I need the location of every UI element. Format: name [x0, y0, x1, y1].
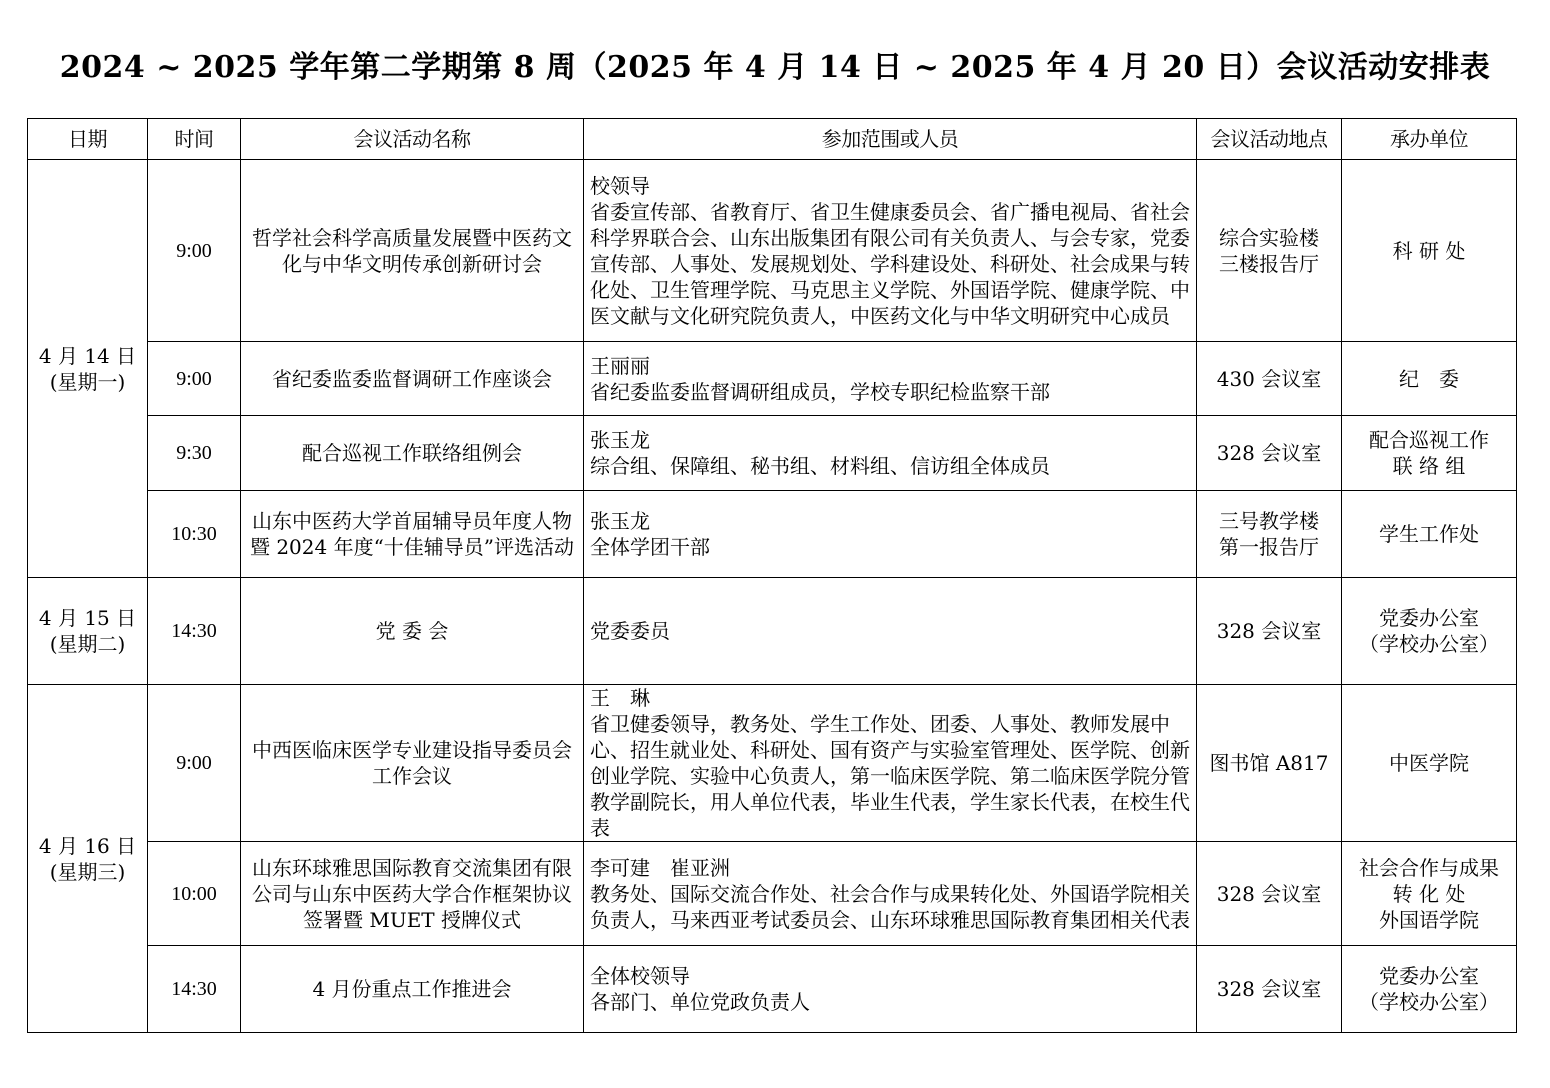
- org-cell: 配合巡视工作 联 络 组: [1342, 416, 1517, 491]
- place-cell: 328 会议室: [1197, 578, 1342, 685]
- weekday-text: (星期三): [49, 859, 126, 884]
- people-cell: 校领导 省委宣传部、省教育厅、省卫生健康委员会、省广播电视局、省社会科学界联合会、山东出版集团有限公司有关负责人、与会专家，党委宣传部、人事处、发展规划处、学科建设处、科研处、社会成果与转化处、卫生管理学院、马克思主义学院、外国语学院、健康学院、中医文献与文化研究院负责人，中医药文化与中华文明研究中心成员: [584, 160, 1197, 342]
- header-org: 承办单位: [1342, 119, 1517, 160]
- place-cell: 430 会议室: [1197, 342, 1342, 416]
- org-cell: 科 研 处: [1342, 160, 1517, 342]
- header-place: 会议活动地点: [1197, 119, 1342, 160]
- people-cell: 王 琳 省卫健委领导，教务处、学生工作处、团委、人事处、教师发展中心、招生就业处、科研处、国有资产与实验室管理处、医学院、创新创业学院、实验中心负责人，第一临床医学院、第二临床医学院分管教学副院长，用人单位代表，毕业生代表，学生家长代表，在校生代表: [584, 685, 1197, 842]
- people-cell: 王丽丽 省纪委监委监督调研组成员，学校专职纪检监察干部: [584, 342, 1197, 416]
- people-cell: 张玉龙 全体学团干部: [584, 491, 1197, 578]
- org-cell: 党委办公室 （学校办公室）: [1342, 578, 1517, 685]
- weekday-text: (星期一): [49, 369, 126, 394]
- time-cell: 10:30: [148, 491, 241, 578]
- event-name-cell: 山东中医药大学首届辅导员年度人物暨 2024 年度“十佳辅导员”评选活动: [241, 491, 584, 578]
- table-row: [28, 491, 1517, 578]
- schedule-table: [27, 118, 1517, 1033]
- header-date: 日期: [28, 119, 148, 160]
- org-cell: 党委办公室 （学校办公室）: [1342, 946, 1517, 1033]
- date-text: 4 月 16 日: [38, 833, 137, 858]
- org-cell: 纪 委: [1342, 342, 1517, 416]
- people-cell: 张玉龙 综合组、保障组、秘书组、材料组、信访组全体成员: [584, 416, 1197, 491]
- header-row: [28, 119, 1517, 160]
- event-name-cell: 配合巡视工作联络组例会: [241, 416, 584, 491]
- date-cell: [28, 685, 148, 1033]
- org-cell: 学生工作处: [1342, 491, 1517, 578]
- people-cell: 全体校领导 各部门、单位党政负责人: [584, 946, 1197, 1033]
- org-cell: 社会合作与成果 转 化 处 外国语学院: [1342, 842, 1517, 946]
- date-text: 4 月 15 日: [38, 606, 137, 630]
- table-row: [28, 578, 1517, 685]
- event-name-cell: 山东环球雅思国际教育交流集团有限公司与山东中医药大学合作框架协议签署暨 MUET 授牌仪式: [241, 842, 584, 946]
- time-cell: 14:30: [148, 946, 241, 1033]
- time-cell: 10:00: [148, 842, 241, 946]
- header-time: 时间: [148, 119, 241, 160]
- table-row: [28, 416, 1517, 491]
- place-cell: 328 会议室: [1197, 842, 1342, 946]
- event-name-cell: 4 月份重点工作推进会: [241, 946, 584, 1033]
- table-row: [28, 160, 1517, 342]
- place-cell: 综合实验楼 三楼报告厅: [1197, 160, 1342, 342]
- table-row: [28, 946, 1517, 1033]
- table-row: [28, 842, 1517, 946]
- time-cell: 14:30: [148, 578, 241, 685]
- time-cell: 9:00: [148, 685, 241, 842]
- time-cell: 9:30: [148, 416, 241, 491]
- date-cell: [28, 578, 148, 685]
- event-name-cell: 中西医临床医学专业建设指导委员会工作会议: [241, 685, 584, 842]
- time-cell: 9:00: [148, 160, 241, 342]
- weekday-text: (星期二): [49, 632, 126, 656]
- event-name-cell: 党 委 会: [241, 578, 584, 685]
- org-cell: 中医学院: [1342, 685, 1517, 842]
- place-cell: 328 会议室: [1197, 416, 1342, 491]
- event-name-cell: 省纪委监委监督调研工作座谈会: [241, 342, 584, 416]
- table-row: [28, 342, 1517, 416]
- table-row: [28, 685, 1517, 842]
- place-cell: 328 会议室: [1197, 946, 1342, 1033]
- place-cell: 三号教学楼 第一报告厅: [1197, 491, 1342, 578]
- place-cell: 图书馆 A817: [1197, 685, 1342, 842]
- event-name-cell: 哲学社会科学高质量发展暨中医药文化与中华文明传承创新研讨会: [241, 160, 584, 342]
- header-people: 参加范围或人员: [584, 119, 1197, 160]
- people-cell: 党委委员: [584, 578, 1197, 685]
- date-cell: [28, 160, 148, 578]
- date-text: 4 月 14 日: [38, 343, 137, 368]
- time-cell: 9:00: [148, 342, 241, 416]
- people-cell: 李可建 崔亚洲 教务处、国际交流合作处、社会合作与成果转化处、外国语学院相关负责人，马来西亚考试委员会、山东环球雅思国际教育集团相关代表: [584, 842, 1197, 946]
- page-title: 2024 ~ 2025 学年第二学期第 8 周（2025 年 4 月 14 日 ~ 2025 年 4 月 20 日）会议活动安排表: [59, 50, 1491, 85]
- header-name: 会议活动名称: [241, 119, 584, 160]
